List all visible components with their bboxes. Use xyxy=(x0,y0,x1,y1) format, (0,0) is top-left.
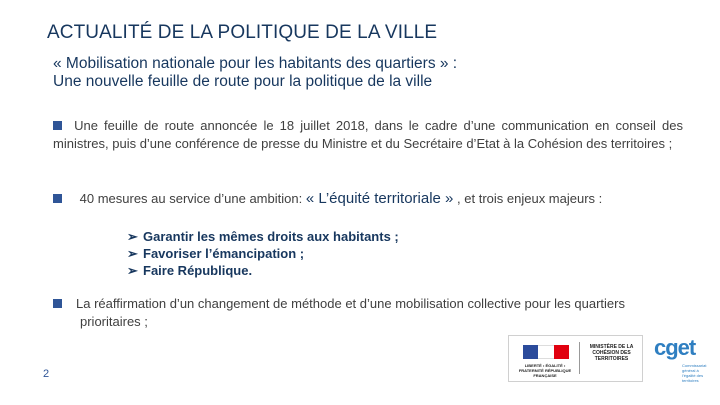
square-bullet-icon xyxy=(53,121,62,130)
cget-wordmark: cget xyxy=(654,335,696,360)
slide-subtitle xyxy=(53,55,673,91)
square-bullet-icon xyxy=(53,194,62,203)
bullet-item-roadmap xyxy=(53,117,683,153)
sub-item xyxy=(127,245,399,262)
bullet-text-measures: 40 mesures au service d’une ambition: xyxy=(79,191,306,206)
republique-text: LIBERTÉ • ÉGALITÉ • FRATERNITÉ RÉPUBLIQUE FRANÇAISE xyxy=(518,363,572,378)
slide-title: ACTUALITÉ DE LA POLITIQUE DE LA VILLE xyxy=(47,22,438,43)
square-bullet-icon xyxy=(53,299,62,308)
ministry-text: MINISTÈRE DE LA COHÉSION DES TERRITOIRES xyxy=(589,344,634,362)
sub-item xyxy=(127,228,399,245)
ministry-logo xyxy=(508,335,643,382)
bullet-item-method xyxy=(53,295,683,331)
cget-subtitle: Commissariat général à l’égalité des territoires xyxy=(682,363,707,383)
cget-logo xyxy=(654,336,710,386)
bullet-text-roadmap: Une feuille de route annoncée le 18 juillet 2018, dans le cadre d’une communication en conseil des ministres, puis d’une conférence de presse du Ministre et du Secrétaire d’Etat à la Cohésion des territoires ; xyxy=(53,118,683,151)
subtitle-line-2: Une nouvelle feuille de route pour la politique de la ville xyxy=(53,73,433,90)
page-number: 2 xyxy=(43,368,50,380)
sub-item xyxy=(127,262,399,279)
subtitle-line-1: « Mobilisation nationale pour les habitants des quartiers » : xyxy=(53,55,458,72)
bullet-text-measures-end: , et trois enjeux majeurs : xyxy=(457,191,603,206)
bullet-emphasis-equity: « L’équité territoriale » xyxy=(305,190,454,207)
republique-francaise-logo xyxy=(515,342,572,378)
arrow-right-icon: ➢ xyxy=(127,263,138,278)
sub-item-label: Favoriser l’émancipation ; xyxy=(143,246,305,261)
sub-item-label: Faire République. xyxy=(143,263,253,278)
logo-divider xyxy=(579,342,580,374)
bullet-item-measures xyxy=(53,190,683,208)
sub-item-list xyxy=(127,228,399,279)
arrow-right-icon: ➢ xyxy=(127,246,138,261)
french-flag-icon xyxy=(523,345,569,359)
sub-item-label: Garantir les mêmes droits aux habitants ; xyxy=(143,229,399,244)
arrow-right-icon: ➢ xyxy=(127,229,138,244)
bullet-text-method: La réaffirmation d’un changement de méthode et d’une mobilisation collective pour les quartiers prioritaires ; xyxy=(76,296,625,329)
